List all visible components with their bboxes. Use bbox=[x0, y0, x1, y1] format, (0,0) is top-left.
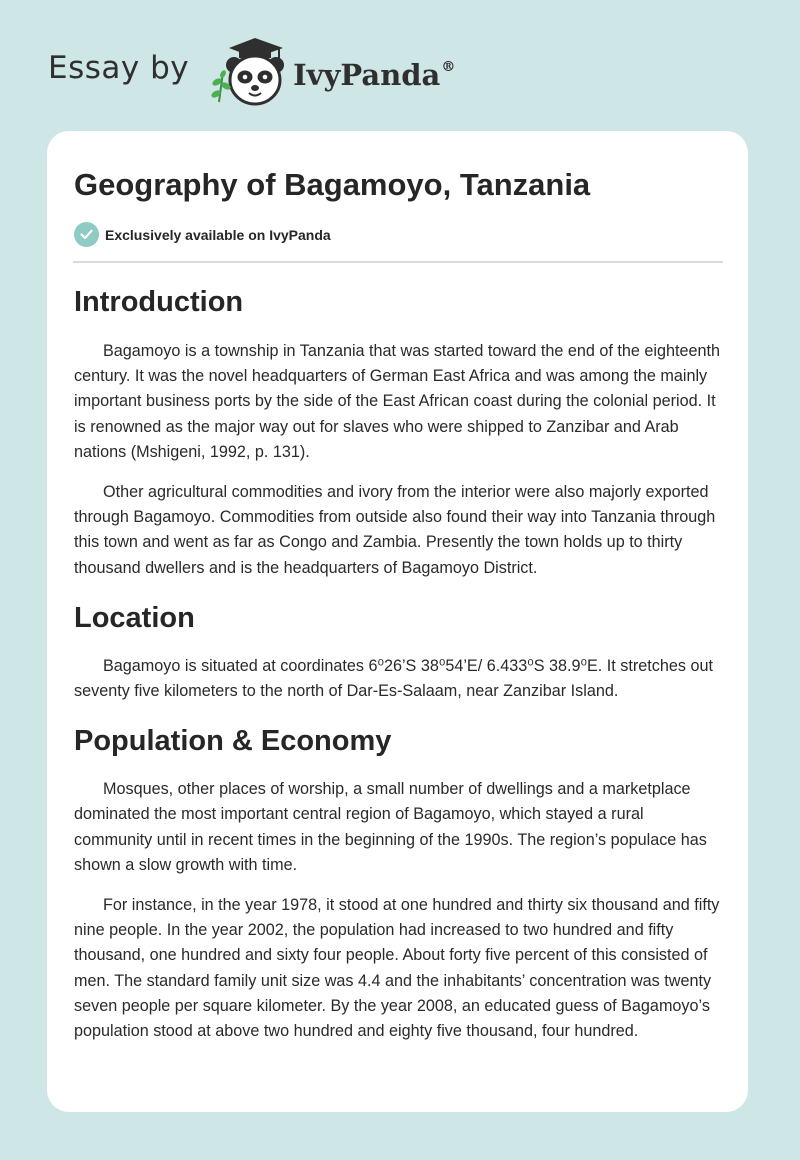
paragraph: For instance, in the year 1978, it stood at one hundred and thirty six thousand and fifty nine people. In the year 2002, the population had increased to two hundred and fifty thousand, one hundred and sixty four people. About forty five percent of this consisted of men. The standard family unit size was 4.4 and the inhabitants’ concentration was twenty seven people per square kilometer. By the year 2008, an educated guess of Bagamoyo’s population stood at above two hundred and eighty five thousand, four hundred. bbox=[74, 896, 720, 1041]
paragraph: Bagamoyo is situated at coordinates 6⁰26’S 38⁰54’E/ 6.433⁰S 38.9⁰E. It stretches out seventy five kilometers to the north of Dar-Es-Salaam, near Zanzibar Island. bbox=[74, 656, 713, 701]
section-location bbox=[74, 597, 722, 704]
section-introduction bbox=[74, 281, 722, 581]
section-heading: Population & Economy bbox=[74, 725, 392, 758]
title-divider bbox=[73, 261, 723, 263]
article-card bbox=[47, 131, 748, 1112]
panda-graduate-icon[interactable] bbox=[203, 34, 299, 110]
brand-text: IvyPanda bbox=[293, 58, 441, 92]
exclusive-badge bbox=[74, 222, 331, 247]
section-heading: Introduction bbox=[74, 286, 244, 318]
badge-label: Exclusively available on IvyPanda bbox=[105, 226, 331, 243]
paragraph: Mosques, other places of worship, a small number of dwellings and a marketplace dominated the most important central region of Bagamoyo, which stayed a rural community until in recent times in the beginning of the 1990s. The region’s populace has shown a slow growth with time. bbox=[74, 780, 707, 874]
check-icon bbox=[74, 222, 99, 247]
essay-by-label: Essay by bbox=[48, 50, 190, 86]
brand-name[interactable] bbox=[293, 58, 455, 92]
registered-mark: ® bbox=[441, 59, 456, 75]
article-title: Geography of Bagamoyo, Tanzania bbox=[74, 167, 591, 202]
site-header bbox=[48, 34, 455, 110]
section-heading: Location bbox=[74, 601, 195, 634]
paragraph: Other agricultural commodities and ivory from the interior were also majorly exported through Bagamoyo. Commodities from outside also found their way into Tanzania through this town and went as far as Congo and Zambia. Presently the town holds up to thirty thousand dwellers and is the headquarters of Bagamoyo District. bbox=[74, 483, 716, 577]
paragraph: Bagamoyo is a township in Tanzania that was started toward the end of the eighteenth century. It was the novel headquarters of German East Africa and was among the mainly important business ports by the side of the East African coast during the colonial period. It is renowned as the major way out for slaves who were shipped to Zanzibar and Arab nations (Mshigeni, 1992, p. 131). bbox=[74, 342, 721, 461]
article-body bbox=[74, 281, 722, 1044]
section-population-economy bbox=[74, 720, 722, 1044]
